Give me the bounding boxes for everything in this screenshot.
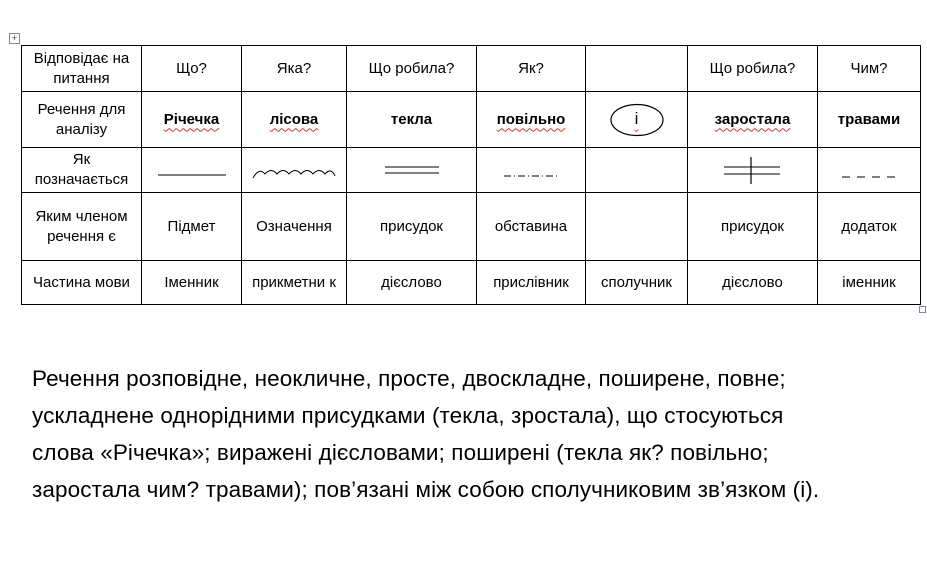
question-cell	[586, 46, 688, 92]
dash-dot-underline-icon	[496, 160, 566, 180]
word-conjunction: і	[634, 108, 639, 128]
member-cell: присудок	[347, 193, 477, 261]
summary-line: Речення розповідне, неокличне, просте, двоскладне, поширене, повне;	[32, 366, 786, 391]
member-cell: Підмет	[142, 193, 242, 261]
question-cell: Що?	[142, 46, 242, 92]
row-header-sentence: Речення для аналізу	[22, 92, 142, 148]
word-predicate-1: текла	[347, 92, 477, 148]
pos-cell: прикметни к	[242, 261, 347, 305]
member-cell: присудок	[688, 193, 818, 261]
double-underline-icon	[377, 160, 447, 180]
table-row	[22, 92, 921, 148]
row-header-question: Відповідає на питання	[22, 46, 142, 92]
analysis-summary	[32, 360, 912, 508]
single-underline-icon	[152, 160, 232, 180]
member-cell: обставина	[477, 193, 586, 261]
wavy-underline-icon	[249, 158, 339, 182]
pos-cell: дієслово	[347, 261, 477, 305]
row-header-pos: Частина мови	[22, 261, 142, 305]
member-cell: додаток	[818, 193, 921, 261]
word-attribute: лісова	[269, 110, 319, 128]
table-row	[22, 193, 921, 261]
word-object: травами	[818, 92, 921, 148]
row-header-marking: Як позначається	[22, 148, 142, 193]
dashed-underline-icon	[834, 160, 904, 180]
pos-cell: Іменник	[142, 261, 242, 305]
question-cell: Що робила?	[347, 46, 477, 92]
member-cell	[586, 193, 688, 261]
member-cell: Означення	[242, 193, 347, 261]
question-cell: Що робила?	[688, 46, 818, 92]
pos-cell: прислівник	[477, 261, 586, 305]
summary-line: ускладнене однорідними присудками (текла, зростала), що стосуються	[32, 403, 784, 428]
table-move-handle-icon[interactable]: +	[9, 33, 20, 44]
table-resize-handle-icon[interactable]	[919, 306, 926, 313]
question-cell: Чим?	[818, 46, 921, 92]
table-row	[22, 148, 921, 193]
pos-cell: іменник	[818, 261, 921, 305]
word-predicate-2: заростала	[714, 110, 791, 128]
word-subject: Річечка	[163, 110, 220, 128]
pos-cell: сполучник	[586, 261, 688, 305]
word-adverbial: повільно	[496, 110, 566, 128]
table-row	[22, 46, 921, 92]
pos-cell: дієслово	[688, 261, 818, 305]
table-row	[22, 261, 921, 305]
summary-line: слова «Річечка»; виражені дієсловами; поширені (текла як? повільно;	[32, 440, 769, 465]
row-header-member: Яким членом речення є	[22, 193, 142, 261]
crossed-double-underline-icon	[718, 153, 788, 187]
summary-line: заростала чим? травами); пов’язані між собою сполучниковим зв’язком (і).	[32, 477, 820, 502]
question-cell: Як?	[477, 46, 586, 92]
question-cell: Яка?	[242, 46, 347, 92]
conjunction-circle	[609, 103, 665, 137]
sentence-analysis-table	[21, 45, 921, 305]
